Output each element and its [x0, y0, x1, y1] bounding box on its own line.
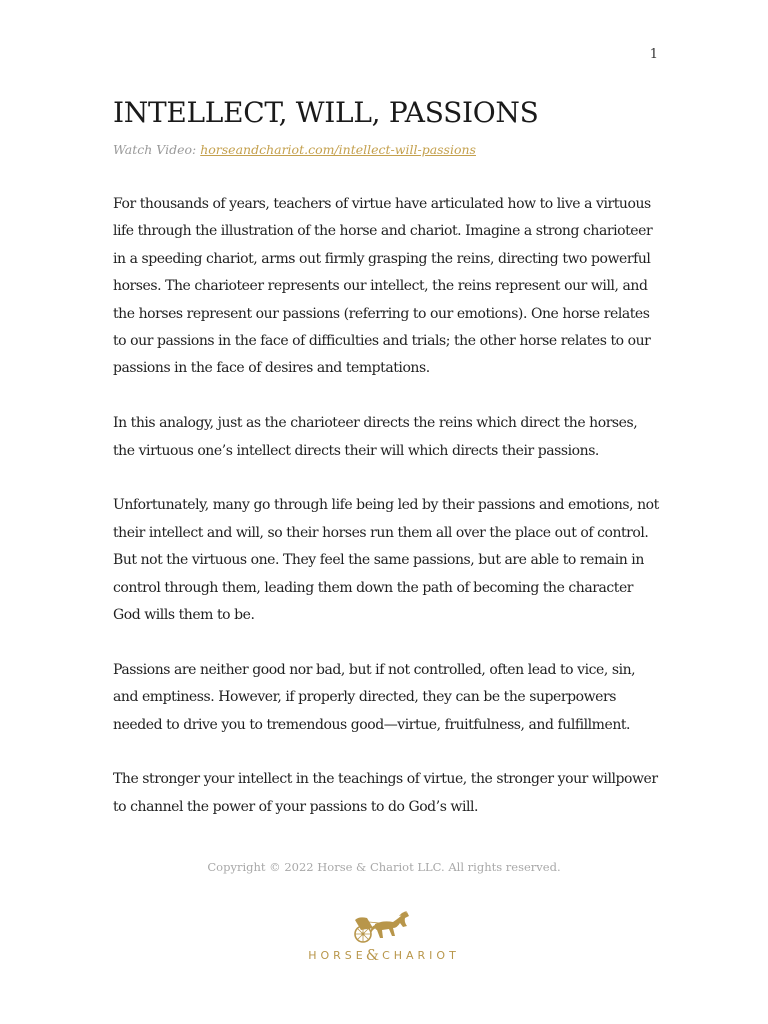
horse-chariot-icon	[349, 910, 419, 944]
watch-video-label: Watch Video:	[113, 142, 197, 157]
watch-video-line	[113, 142, 476, 157]
paragraph: In this analogy, just as the charioteer directs the reins which direct the horses, the virtuous one’s intellect directs their will which directs their passions.	[113, 415, 638, 459]
paragraph: Passions are neither good nor bad, but if not controlled, often lead to vice, sin, and emptiness. However, if properly directed, they can be the superpowers needed to drive you to tremendous good—virtue, fruitfulness, and fulfillment.	[113, 661, 636, 733]
logo-word-horse: HORSE	[308, 948, 367, 962]
paragraph: The stronger your intellect in the teachings of virtue, the stronger your willpower to channel the power of your passions to do God’s will.	[113, 771, 658, 815]
page-title: INTELLECT, WILL, PASSIONS	[113, 96, 539, 129]
paragraph: Unfortunately, many go through life being led by their passions and emotions, not their intellect and will, so their horses run them all over the place out of control. But not the virtuous one. They feel the same passions, but are able to remain in control through them, leading them down the path of becoming the character God wills them to be.	[113, 497, 659, 624]
paragraph: For thousands of years, teachers of virtue have articulated how to live a virtuous life through the illustration of the horse and chariot. Imagine a strong charioteer in a speeding chariot, arms out firmly grasping the reins, directing two powerful horses. The charioteer represents our intellect, the reins represent our will, and the horses represent our passions (referring to our emotions). One horse relates to our passions in the face of difficulties and trials; the other horse relates to our passions in the face of desires and temptations.	[113, 196, 653, 377]
logo-word-chariot: CHARIOT	[382, 948, 460, 962]
page-number: 1	[649, 47, 658, 62]
horse-and-chariot-logo	[284, 910, 484, 966]
copyright-notice: Copyright © 2022 Horse & Chariot LLC. All rights reserved.	[207, 860, 561, 874]
body-text	[113, 191, 659, 849]
logo-ampersand: &	[365, 946, 380, 964]
logo-wordmark	[284, 946, 484, 964]
watch-video-link[interactable]: horseandchariot.com/intellect-will-passions	[200, 142, 476, 157]
